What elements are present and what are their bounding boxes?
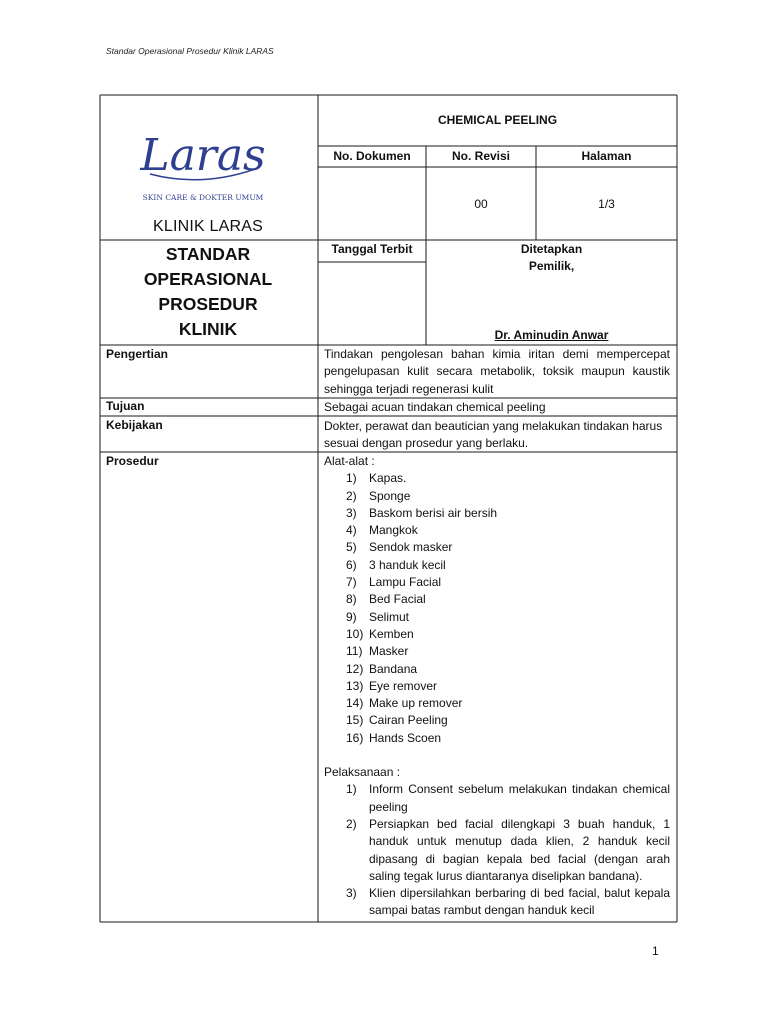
list-item-number: 2)	[346, 488, 357, 503]
list-item-text: Kapas.	[369, 471, 407, 486]
list-item	[324, 522, 670, 539]
list-item-number: 4)	[346, 523, 357, 538]
list-item-text: Masker	[369, 644, 409, 659]
list-item-text: Baskom berisi air bersih	[369, 505, 498, 520]
list-item	[324, 695, 670, 712]
halaman-value: 1/3	[598, 197, 615, 211]
list-item-number: 7)	[346, 575, 357, 590]
no-revisi-label: No. Revisi	[451, 149, 511, 163]
list-item-text: Sponge	[369, 488, 411, 503]
list-item	[324, 885, 670, 920]
list-item-text: Cairan Peeling	[369, 713, 448, 728]
list-item-number: 16)	[346, 730, 364, 745]
list-item-number: 15)	[346, 713, 364, 728]
list-item	[324, 574, 670, 591]
list-item	[324, 591, 670, 608]
alat-heading: Alat-alat :	[324, 454, 375, 468]
list-item	[324, 661, 670, 678]
no-dokumen-label: No. Dokumen	[333, 149, 411, 163]
kebijakan-text: Dokter, perawat dan beautician yang melakukan tindakan harus sesuai dengan prosedur yang berlaku.	[324, 419, 663, 451]
list-item	[324, 643, 670, 660]
list-item	[324, 678, 670, 695]
list-item-text: Inform Consent sebelum melakukan tindakan chemical peeling	[369, 782, 670, 814]
list-item	[324, 816, 670, 885]
ditetapkan-label: Ditetapkan	[520, 242, 583, 256]
list-item-number: 12)	[346, 661, 364, 676]
list-item-number: 14)	[346, 696, 364, 711]
list-item-number: 3)	[346, 505, 357, 520]
list-item	[324, 626, 670, 643]
list-item-text: Klien dipersilahkan berbaring di bed facial, balut kepala sampai batas rambut dengan handuk kecil	[369, 886, 670, 918]
label-kebijakan: Kebijakan	[106, 418, 163, 432]
laras-logo-icon	[128, 112, 278, 208]
logo-wordmark: Laras	[140, 130, 266, 181]
list-item-number: 8)	[346, 592, 357, 607]
pemilik-label: Pemilik,	[528, 259, 575, 273]
document-title: CHEMICAL PEELING	[437, 113, 558, 127]
alat-list	[324, 470, 670, 747]
list-item-number: 10)	[346, 626, 364, 641]
prosedur-content	[324, 453, 670, 920]
pelaksanaan-list	[324, 781, 670, 919]
list-item-number: 1)	[346, 782, 357, 797]
list-item-text: Persiapkan bed facial dilengkapi 3 buah handuk, 1 handuk untuk menutup dada klien, 2 handuk kecil dipasang di bagian kepala bed facial (dengan arah saling tegak lurus diantaranya diselipkan bandana).	[369, 816, 670, 883]
list-item	[324, 712, 670, 729]
signer-name	[426, 328, 677, 342]
label-prosedur: Prosedur	[106, 454, 159, 468]
list-item-number: 13)	[346, 678, 364, 693]
running-header: Standar Operasional Prosedur Klinik LARAS	[106, 46, 274, 56]
list-item-text: Selimut	[369, 609, 410, 624]
signer-text: Dr. Aminudin Anwar	[494, 328, 609, 342]
list-item-text: Lampu Facial	[369, 575, 442, 590]
list-item	[324, 730, 670, 747]
label-tujuan: Tujuan	[106, 399, 145, 413]
sop-title	[100, 242, 316, 342]
page-number: 1	[652, 944, 659, 958]
sop-title-line: STANDAR	[165, 244, 251, 264]
sop-title-line: PROSEDUR	[158, 294, 258, 314]
list-item-number: 11)	[346, 644, 363, 659]
list-item-text: Bed Facial	[369, 592, 426, 607]
list-item-number: 3)	[346, 886, 357, 901]
list-item	[324, 539, 670, 556]
halaman-label: Halaman	[581, 149, 632, 163]
logo-tagline: SKIN CARE & DOKTER UMUM	[142, 193, 264, 202]
list-item-text: Sendok masker	[369, 540, 453, 555]
list-item-text: 3 handuk kecil	[369, 557, 446, 572]
list-item-number: 9)	[346, 609, 357, 624]
clinic-name: KLINIK LARAS	[152, 218, 263, 235]
list-item	[324, 488, 670, 505]
list-item-text: Mangkok	[369, 523, 418, 538]
list-item	[324, 557, 670, 574]
tanggal-terbit-label: Tanggal Terbit	[331, 242, 413, 256]
pelaksanaan-heading: Pelaksanaan :	[324, 765, 401, 780]
label-pengertian: Pengertian	[106, 347, 169, 361]
list-item-text: Hands Scoen	[369, 730, 442, 745]
list-item-number: 5)	[346, 540, 357, 555]
list-item	[324, 470, 670, 487]
list-item-number: 2)	[346, 816, 357, 831]
list-item-number: 6)	[346, 557, 357, 572]
pengertian-text: Tindakan pengolesan bahan kimia iritan demi mempercepat pengelupasan kulit secara metabolik, toksik maupun kaustik sehingga terjadi regenerasi kulit	[324, 347, 670, 396]
clinic-logo	[128, 112, 278, 208]
sop-title-line: KLINIK	[178, 319, 238, 339]
list-item	[324, 505, 670, 522]
sop-title-line: OPERASIONAL	[143, 269, 273, 289]
list-item-number: 1)	[346, 471, 357, 486]
list-item	[324, 781, 670, 816]
no-revisi-value: 00	[474, 197, 488, 211]
list-item-text: Bandana	[369, 661, 418, 676]
list-item	[324, 609, 670, 626]
list-item-text: Eye remover	[369, 678, 438, 693]
tujuan-text: Sebagai acuan tindakan chemical peeling	[324, 400, 546, 414]
list-item-text: Kemben	[369, 626, 414, 641]
list-item-text: Make up remover	[369, 696, 463, 711]
